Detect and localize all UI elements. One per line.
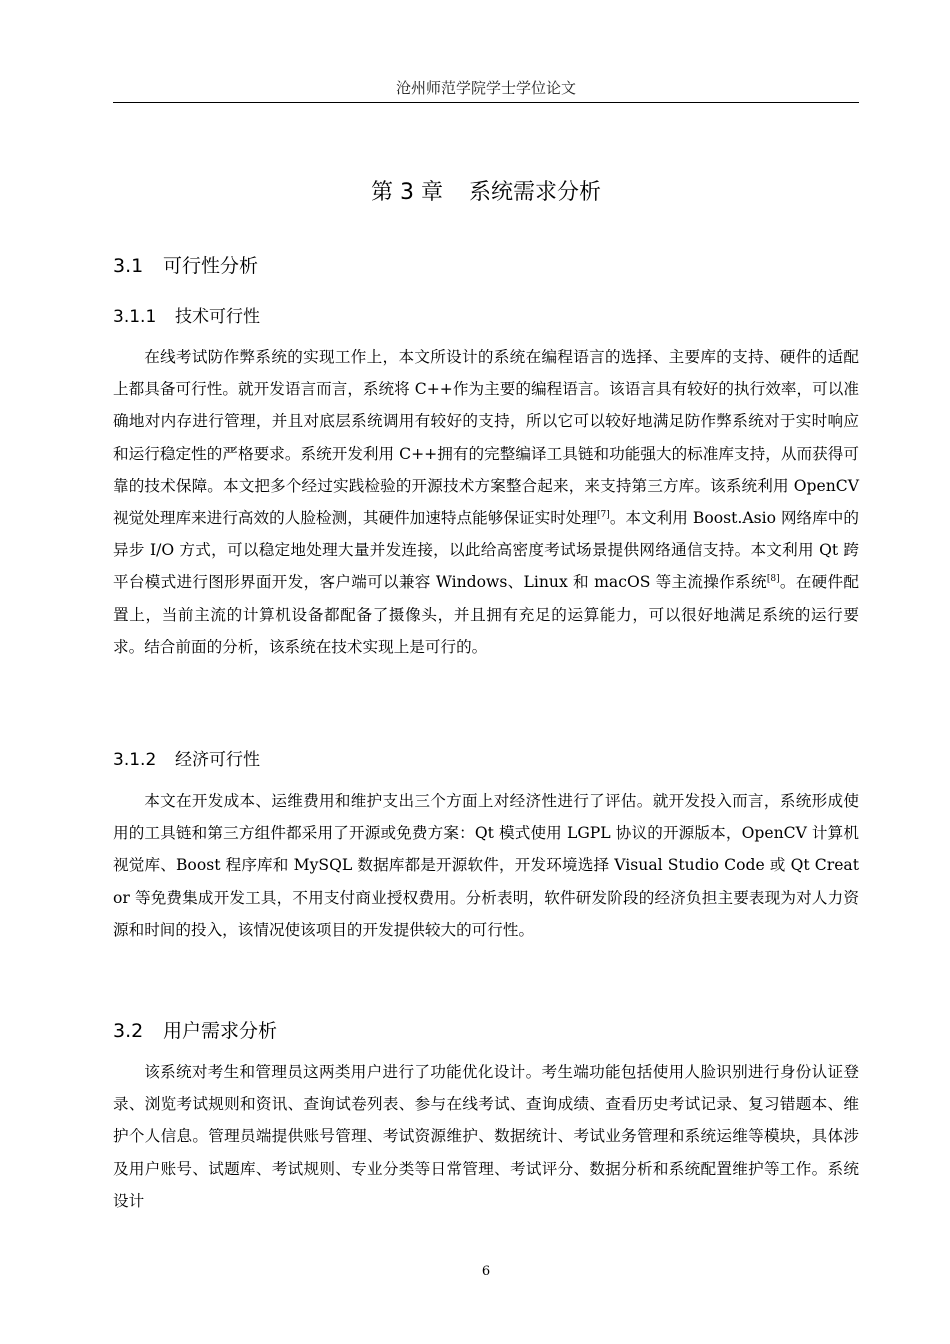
paragraph-technical-feasibility: 在线考试防作弊系统的实现工作上，本文所设计的系统在编程语言的选择、主要库的支持、硬件的适配上都具备可行性。就开发语言而言，系统将 C++作为主要的编程语言。该语言具有较好的执行效率，可以准确地对内存进行管理，并且对底层系统调用有较好的支持，所以它可以较好地满足防作弊系统对于实时响应和运行稳定性的严格要求。系统开发利用 C++拥有的完整编译工具链和功能强大的标准库支持，从而获得可靠的技术保障。本文把多个经过实践检验的开源技术方案整合起来，来支持第三方库。该系统利用 OpenCV 视觉处理库来进行高效的人脸检测，其硬件加速特点能够保证实时处理[7]。本文利用 Boost.Asio 网络库中的异步 I/O 方式，可以稳定地处理大量并发连接，以此给高密度考试场景提供网络通信支持。本文利用 Qt 跨平台模式进行图形界面开发，客户端可以兼容 Windows、Linux 和 macOS 等主流操作系统[8]。在硬件配置上，当前主流的计算机设备都配备了摄像头，并且拥有充足的运算能力，可以很好地满足系统的运行要求。结合前面的分析，该系统在技术实现上是可行的。 <box>113 348 859 656</box>
running-header: 沧州师范学院学士学位论文 <box>395 79 576 97</box>
section-heading-3-1-2 <box>113 747 260 773</box>
page-number: 6 <box>481 1264 491 1279</box>
section-title: 可行性分析 <box>163 255 259 277</box>
header-rule <box>113 102 859 103</box>
chapter-number: 第 3 章 <box>371 180 443 205</box>
section-heading-3-2 <box>113 1017 277 1045</box>
paragraph-user-requirements: 该系统对考生和管理员这两类用户进行了功能优化设计。考生端功能包括使用人脸识别进行身份认证登录、浏览考试规则和资讯、查询试卷列表、参与在线考试、查询成绩、查看历史考试记录、复习错题本、维护个人信息。管理员端提供账号管理、考试资源维护、数据统计、考试业务管理和系统运维等模块，具体涉及用户账号、试题库、考试规则、专业分类等日常管理、考试评分、数据分析和系统配置维护等工作。系统设计 <box>113 1063 859 1210</box>
citation-7: [7] <box>597 509 610 520</box>
section-number: 3.1.1 <box>113 307 157 327</box>
section-heading-3-1-1 <box>113 304 260 330</box>
section-number: 3.2 <box>113 1020 144 1042</box>
chapter-title <box>113 177 859 209</box>
paragraph-economic-feasibility: 本文在开发成本、运维费用和维护支出三个方面上对经济性进行了评估。就开发投入而言，系统形成使用的工具链和第三方组件都采用了开源或免费方案：Qt 模式使用 LGPL 协议的开源版本，OpenCV 计算机视觉库、Boost 程序库和 MySQL 数据库都是开源软件，开发环境选择 Visual Studio Code 或 Qt Creator 等免费集成开发工具，不用支付商业授权费用。分析表明，软件研发阶段的经济负担主要表现为对人力资源和时间的投入，该情况使该项目的开发提供较大的可行性。 <box>113 792 859 939</box>
section-title: 用户需求分析 <box>163 1020 278 1042</box>
section-title: 经济可行性 <box>175 750 260 770</box>
chapter-name: 系统需求分析 <box>468 180 601 205</box>
citation-8: [8] <box>766 574 780 585</box>
section-number: 3.1 <box>113 255 144 277</box>
section-number: 3.1.2 <box>113 750 157 770</box>
section-heading-3-1 <box>113 252 258 280</box>
section-title: 技术可行性 <box>175 307 260 327</box>
